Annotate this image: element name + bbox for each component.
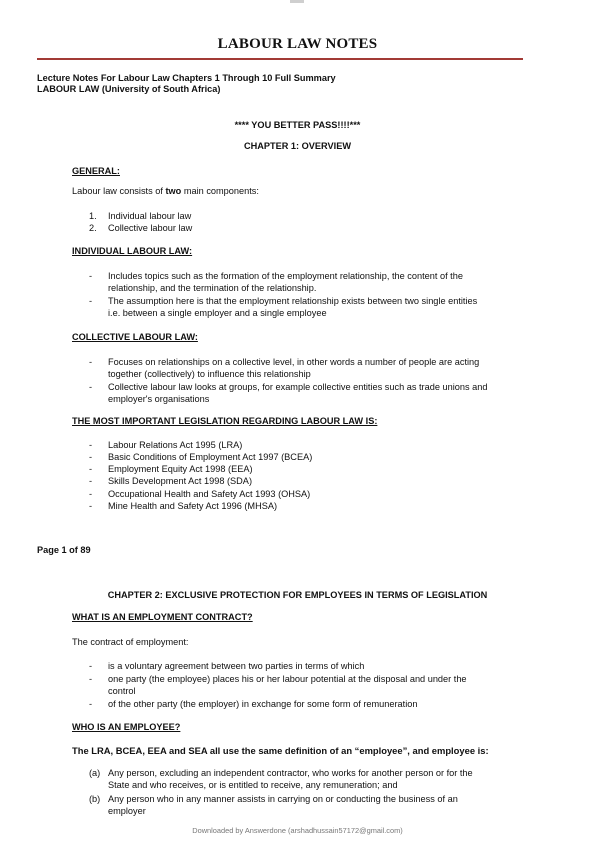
bullet-text: The assumption here is that the employment relationship exists between two single entities i.e. between a single employer and a single employee bbox=[108, 296, 478, 319]
general-intro-start: Labour law consists of bbox=[72, 186, 166, 196]
bullet-dash: - bbox=[89, 440, 93, 450]
bullet-dash: - bbox=[89, 674, 93, 684]
legislation-text: Occupational Health and Safety Act 1993 (OHSA) bbox=[108, 489, 311, 499]
item-marker: (b) bbox=[89, 794, 101, 804]
general-list-item bbox=[89, 210, 191, 222]
legislation-item bbox=[89, 475, 509, 488]
collective-bullet bbox=[89, 356, 509, 382]
employment-contract-heading: WHAT IS AN EMPLOYMENT CONTRACT? bbox=[72, 612, 253, 622]
subtitle-line-2: LABOUR LAW (University of South Africa) bbox=[37, 84, 221, 94]
list-number: 1. bbox=[89, 211, 97, 221]
employee-definition-item bbox=[89, 767, 509, 793]
page-number: Page 1 of 89 bbox=[37, 545, 91, 555]
legislation-item bbox=[89, 500, 509, 513]
item-text: Any person who in any manner assists in carrying on or conducting the business of an employer bbox=[108, 794, 458, 817]
page-top-mark bbox=[290, 0, 304, 3]
general-intro-bold: two bbox=[165, 186, 182, 196]
banner-text: **** YOU BETTER PASS!!!!*** bbox=[234, 120, 361, 130]
bullet-dash: - bbox=[89, 476, 93, 486]
general-intro-end: main components: bbox=[181, 186, 259, 196]
bullet-dash: - bbox=[89, 452, 93, 462]
contract-bullet bbox=[89, 660, 509, 673]
bullet-dash: - bbox=[89, 382, 93, 392]
title-divider bbox=[37, 58, 523, 60]
bullet-dash: - bbox=[89, 464, 93, 474]
employee-heading: WHO IS AN EMPLOYEE? bbox=[72, 722, 181, 732]
individual-labour-law-heading: INDIVIDUAL LABOUR LAW: bbox=[72, 246, 193, 256]
employee-definition: The LRA, BCEA, EEA and SEA all use the same definition of an “employee”, and employee is: bbox=[72, 745, 489, 756]
bullet-dash: - bbox=[89, 489, 93, 499]
general-intro bbox=[72, 185, 259, 197]
list-text: Collective labour law bbox=[108, 223, 193, 233]
bullet-dash: - bbox=[89, 296, 93, 306]
bullet-text: of the other party (the employer) in exchange for some form of remuneration bbox=[108, 699, 418, 709]
legislation-text: Mine Health and Safety Act 1996 (MHSA) bbox=[108, 501, 278, 511]
legislation-text: Skills Development Act 1998 (SDA) bbox=[108, 476, 252, 486]
collective-labour-law-heading: COLLECTIVE LABOUR LAW: bbox=[72, 332, 198, 342]
download-footer: Downloaded by Answerdone (arshadhussain57172@gmail.com) bbox=[192, 826, 403, 835]
list-text: Individual labour law bbox=[108, 211, 192, 221]
general-heading: GENERAL: bbox=[72, 166, 120, 176]
bullet-text: Includes topics such as the formation of the employment relationship, the content of the relationship, and the termination of the relationship. bbox=[108, 271, 463, 294]
document-title: LABOUR LAW NOTES bbox=[217, 36, 378, 52]
item-marker: (a) bbox=[89, 768, 101, 778]
bullet-text: Collective labour law looks at groups, for example collective entities such as trade unions and employer's organisations bbox=[108, 382, 488, 405]
individual-bullet bbox=[89, 270, 509, 296]
bullet-dash: - bbox=[89, 661, 93, 671]
legislation-text: Labour Relations Act 1995 (LRA) bbox=[108, 440, 243, 450]
bullet-dash: - bbox=[89, 271, 93, 281]
bullet-text: one party (the employee) places his or her labour potential at the disposal and under the control bbox=[108, 674, 467, 697]
item-text: Any person, excluding an independent contractor, who works for another person or for the State and who receives, or is entitled to receive, any remuneration; and bbox=[108, 768, 473, 791]
legislation-heading: THE MOST IMPORTANT LEGISLATION REGARDING LABOUR LAW IS: bbox=[72, 416, 378, 426]
bullet-dash: - bbox=[89, 699, 93, 709]
bullet-text: is a voluntary agreement between two parties in terms of which bbox=[108, 661, 365, 671]
contract-bullet bbox=[89, 673, 509, 699]
contract-bullet bbox=[89, 698, 509, 711]
bullet-dash: - bbox=[89, 501, 93, 511]
contract-intro: The contract of employment: bbox=[72, 637, 189, 647]
general-list-item bbox=[89, 222, 192, 234]
legislation-text: Basic Conditions of Employment Act 1997 (BCEA) bbox=[108, 452, 313, 462]
chapter-1-heading: CHAPTER 1: OVERVIEW bbox=[243, 141, 352, 151]
chapter-2-heading: CHAPTER 2: EXCLUSIVE PROTECTION FOR EMPLOYEES IN TERMS OF LEGISLATION bbox=[107, 590, 488, 600]
legislation-text: Employment Equity Act 1998 (EEA) bbox=[108, 464, 253, 474]
individual-bullet bbox=[89, 295, 509, 321]
list-number: 2. bbox=[89, 223, 97, 233]
employee-definition-item bbox=[89, 793, 509, 819]
subtitle-line-1: Lecture Notes For Labour Law Chapters 1 Through 10 Full Summary bbox=[37, 73, 336, 83]
bullet-text: Focuses on relationships on a collective level, in other words a number of people are acting together (collectively) to influence this relationship bbox=[108, 357, 480, 380]
collective-bullet bbox=[89, 381, 509, 407]
bullet-dash: - bbox=[89, 357, 93, 367]
